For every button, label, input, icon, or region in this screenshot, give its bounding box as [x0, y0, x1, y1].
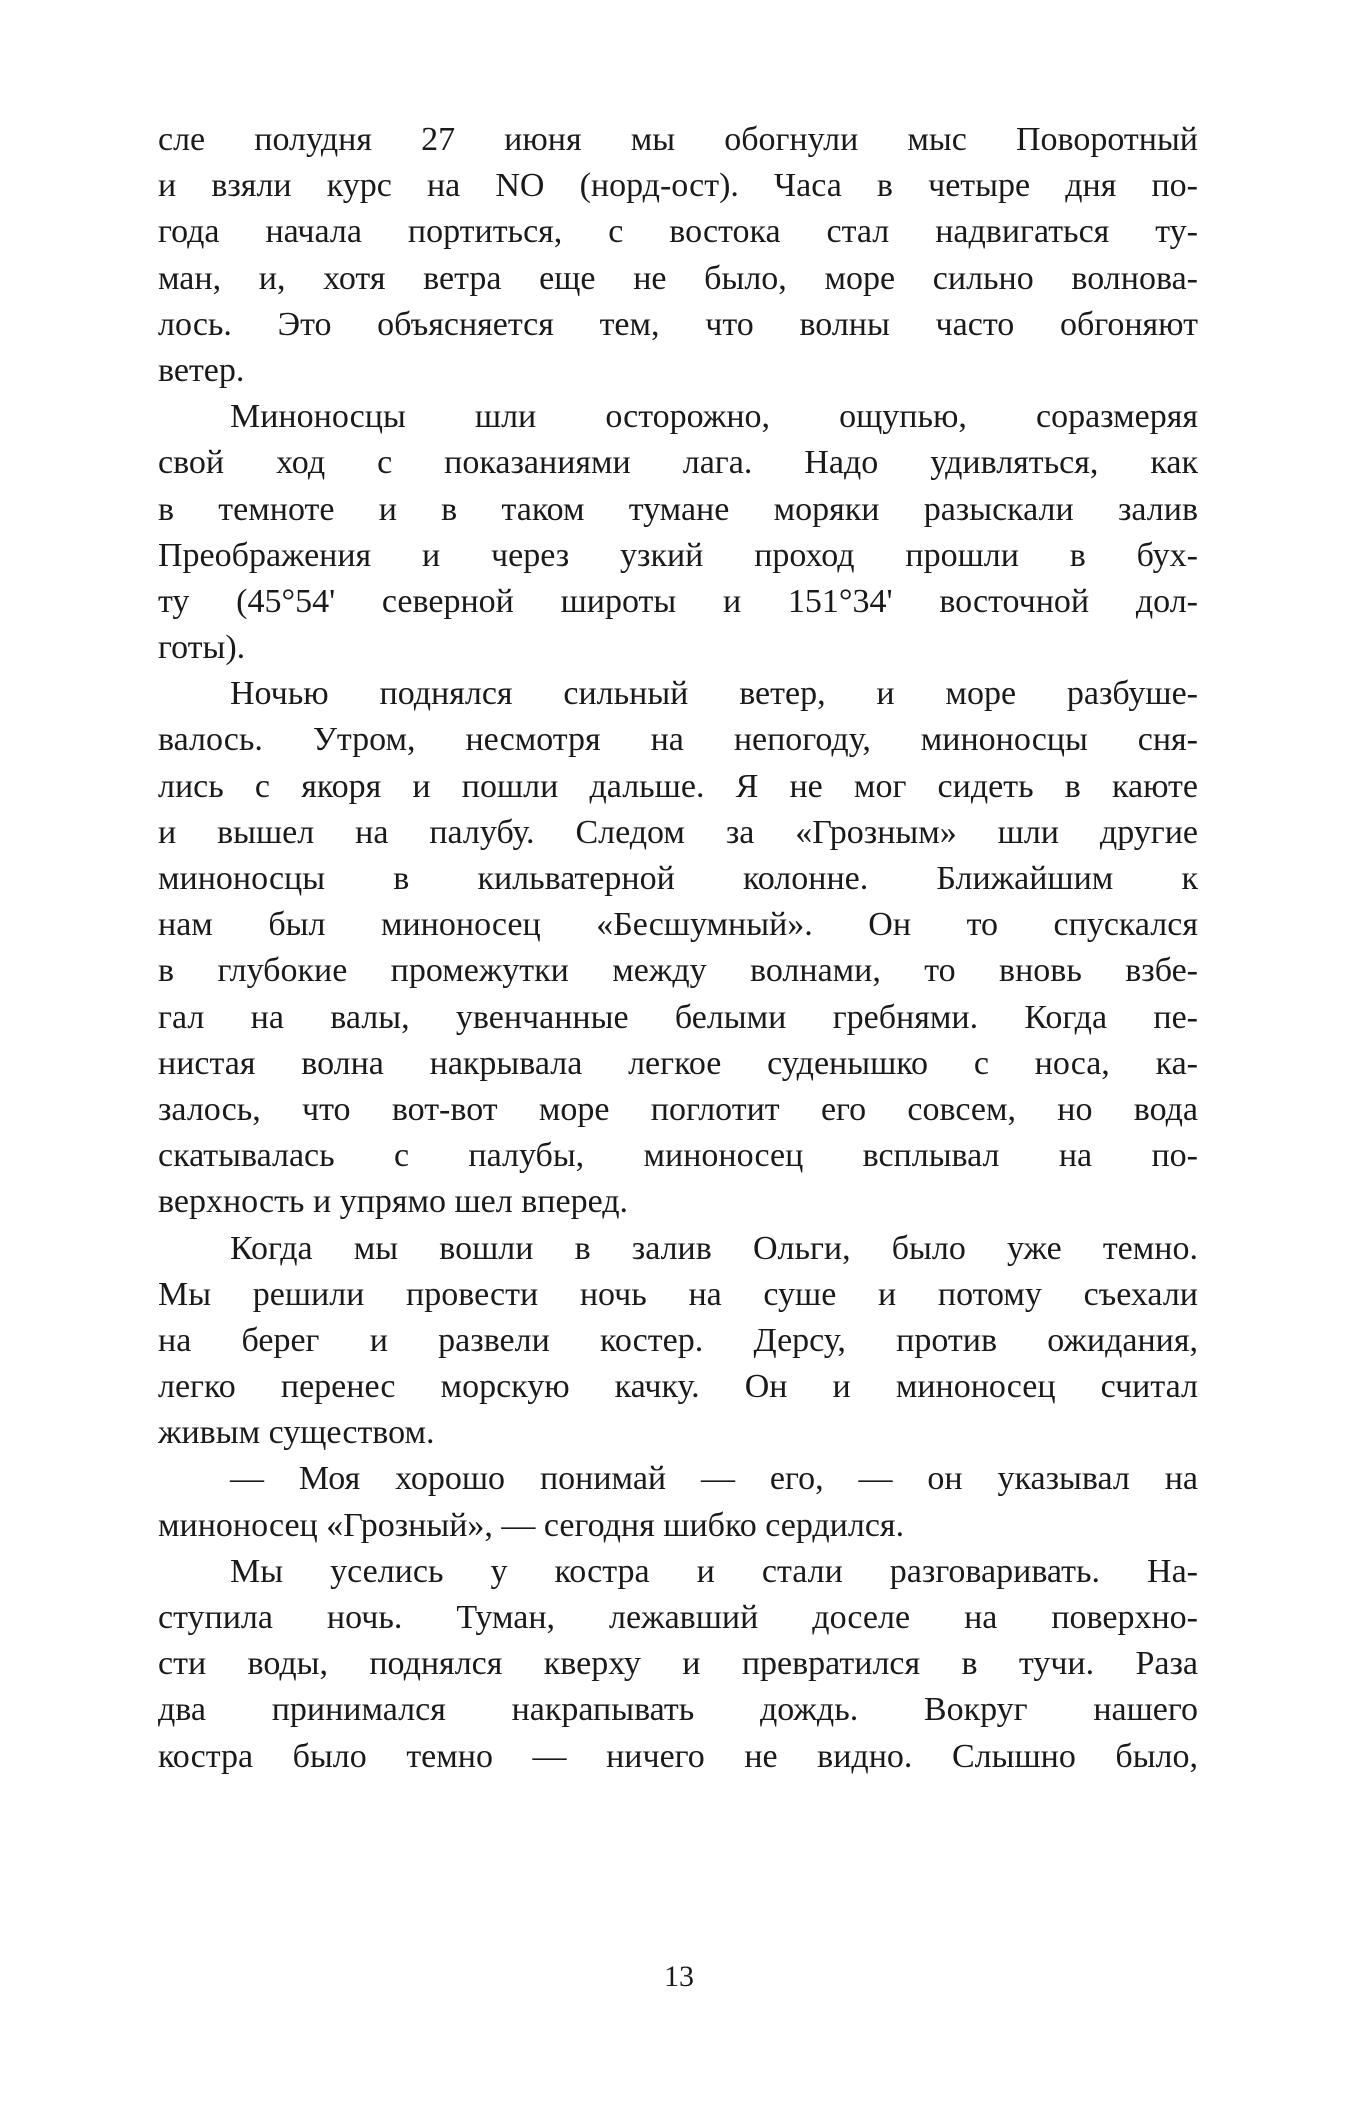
text-line: на берег и развели костер. Дерсу, против ожидания,	[158, 1321, 1198, 1359]
paragraph-5-dialogue	[158, 1456, 1198, 1548]
text-line: валось. Утром, несмотря на непогоду, миноносцы сня-	[158, 721, 1198, 759]
paragraph-3	[158, 671, 1198, 1225]
text-line: залось, что вот-вот море поглотит его совсем, но вода	[158, 1090, 1198, 1128]
paragraph-4	[158, 1226, 1198, 1457]
page-body	[158, 117, 1198, 1780]
text-line: два принимался накрапывать дождь. Вокруг нашего	[158, 1691, 1198, 1729]
text-line: легко перенес морскую качку. Он и миноносец считал	[158, 1368, 1198, 1406]
text-line: гал на валы, увенчанные белыми гребнями. Когда пе-	[158, 998, 1198, 1036]
text-line: ступила ночь. Туман, лежавший доселе на поверхно-	[158, 1599, 1198, 1636]
text-line: — Моя хорошо понимай — его, — он указывал на	[230, 1460, 1198, 1498]
text-line: готы).	[158, 629, 246, 667]
text-line: Мы решили провести ночь на суше и потому съехали	[158, 1275, 1198, 1313]
paragraph-6	[158, 1549, 1198, 1780]
text-line: Миноносцы шли осторожно, ощупью, соразмеряя	[230, 398, 1198, 436]
text-line: костра было темно — ничего не видно. Слышно было,	[158, 1737, 1198, 1775]
text-line: Ночью поднялся сильный ветер, и море разбуше-	[230, 675, 1198, 713]
text-line: лось. Это объясняется тем, что волны часто обгоняют	[158, 305, 1198, 343]
text-line: скатывалась с палубы, миноносец всплывал на по-	[158, 1137, 1198, 1175]
text-line: сти воды, поднялся кверху и превратился в тучи. Раза	[158, 1645, 1198, 1683]
text-line: Преображения и через узкий проход прошли в бух-	[158, 536, 1198, 574]
text-line: года начала портиться, с востока стал надвигаться ту-	[158, 213, 1198, 251]
text-line: живым существом.	[158, 1414, 435, 1452]
text-line: Когда мы вошли в залив Ольги, было уже темно.	[230, 1229, 1198, 1267]
text-line: свой ход с показаниями лага. Надо удивляться, как	[158, 444, 1198, 482]
text-line: миноносцы в кильватерной колонне. Ближайшим к	[158, 860, 1198, 897]
text-line: Мы уселись у костра и стали разговаривать. На-	[230, 1552, 1198, 1590]
text-line: ман, и, хотя ветра еще не было, море сильно волнова-	[158, 259, 1198, 297]
text-line: и взяли курс на NO (норд-ост). Часа в четыре дня по-	[158, 167, 1198, 205]
text-line: ту (45°54' северной широты и 151°34' восточной дол-	[158, 582, 1198, 620]
paragraph-1	[158, 117, 1198, 394]
text-line: сле полудня 27 июня мы обогнули мыс Поворотный	[158, 121, 1198, 158]
text-line: в глубокие промежутки между волнами, то вновь взбе-	[158, 952, 1198, 990]
paragraph-2	[158, 394, 1198, 671]
text-line: и вышел на палубу. Следом за «Грозным» шли другие	[158, 813, 1198, 851]
text-line: ветер.	[158, 351, 245, 389]
text-line: верхность и упрямо шел вперед.	[158, 1183, 629, 1221]
text-line: нам был миноносец «Бесшумный». Он то спускался	[158, 906, 1198, 944]
page-number: 13	[664, 1960, 694, 1993]
text-line: миноносец «Грозный», — сегодня шибко сердился.	[158, 1506, 905, 1544]
text-line: нистая волна накрывала легкое суденышко с носа, ка-	[158, 1044, 1198, 1082]
text-line: лись с якоря и пошли дальше. Я не мог сидеть в каюте	[158, 767, 1198, 805]
text-line: в темноте и в таком тумане моряки разыскали залив	[158, 490, 1198, 528]
